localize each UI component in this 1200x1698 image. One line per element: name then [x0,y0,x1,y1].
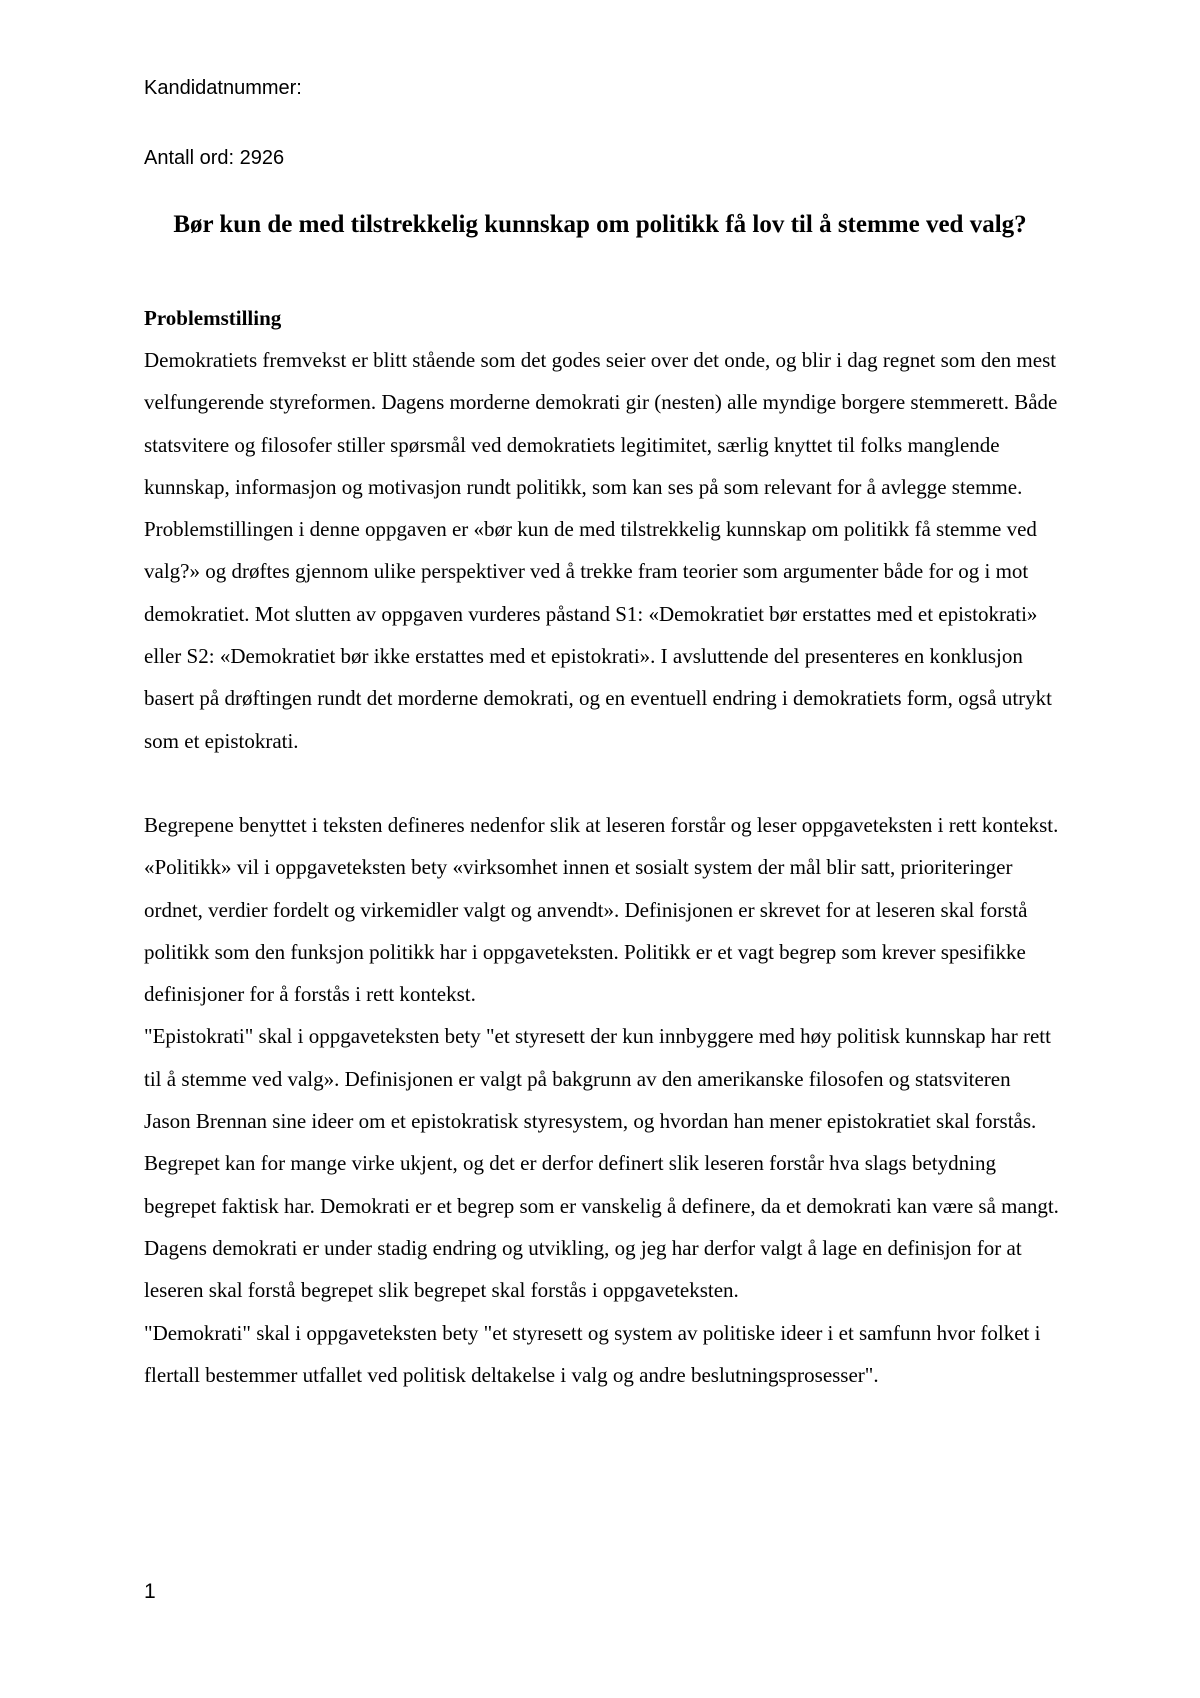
word-count: Antall ord: 2926 [144,147,285,169]
section-heading: Problemstilling [144,306,282,330]
page-number: 1 [144,1580,156,1603]
document-body [144,297,1059,1396]
document-title: Bør kun de med tilstrekkelig kunnskap om politikk få lov til å stemme ved valg? [173,211,1027,238]
paragraph-democracy: "Demokrati" skal i oppgaveteksten bety "et styresett og system av politiske ideer i et samfunn hvor folket i flertall bestemmer utfallet ved politisk deltakelse i valg og andre beslutningsprosesser". [144,1320,1041,1387]
candidate-number-label: Kandidatnummer: [144,77,302,99]
paragraph-spacer [144,762,1059,804]
paragraph-epistocracy: "Epistokrati" skal i oppgaveteksten bety "et styresett der kun innbyggere med høy politisk kunnskap har rett til å stemme ved valg». Definisjonen er valgt på bakgrunn av den amerikanske filosofen og statsviteren Jason Brennan sine ideer om et epistokratisk styresystem, og hvordan han mener epistokratiet skal forstås. Begrepet kan for mange virke ukjent, og det er derfor definert slik leseren forstår hva slags betydning begrepet faktisk har. Demokrati er et begrep som er vanskelig å definere, da et demokrati kan være så mangt. Dagens demokrati er under stadig endring og utvikling, og jeg har derfor valgt å lage en definisjon for at leseren skal forstå begrepet slik begrepet skal forstås i oppgaveteksten. [144,1024,1059,1303]
paragraph-definitions: Begrepene benyttet i teksten defineres nedenfor slik at leseren forstår og leser oppgaveteksten i rett kontekst. «Politikk» vil i oppgaveteksten bety «virksomhet innen et sosialt system der mål blir satt, prioriteringer ordnet, verdier fordelt og virkemidler valgt og anvendt». Definisjonen er skrevet for at leseren skal forstå politikk som den funksjon politikk har i oppgaveteksten. Politikk er et vagt begrep som krever spesifikke definisjoner for å forstås i rett kontekst. [144,812,1059,1007]
paragraph-intro: Demokratiets fremvekst er blitt stående som det godes seier over det onde, og blir i dag regnet som den mest velfungerende styreformen. Dagens morderne demokrati gir (nesten) alle myndige borgere stemmerett. Både statsvitere og filosofer stiller spørsmål ved demokratiets legitimitet, særlig knyttet til folks manglende kunnskap, informasjon og motivasjon rundt politikk, som kan ses på som relevant for å avlegge stemme. Problemstillingen i denne oppgaven er «bør kun de med tilstrekkelig kunnskap om politikk få stemme ved valg?» og drøftes gjennom ulike perspektiver ved å trekke fram teorier som argumenter både for og i mot demokratiet. Mot slutten av oppgaven vurderes påstand S1: «Demokratiet bør erstattes med et epistokrati» eller S2: «Demokratiet bør ikke erstattes med et epistokrati». I avsluttende del presenteres en konklusjon basert på drøftingen rundt det morderne demokrati, og en eventuell endring i demokratiets form, også utrykt som et epistokrati. [144,348,1058,753]
